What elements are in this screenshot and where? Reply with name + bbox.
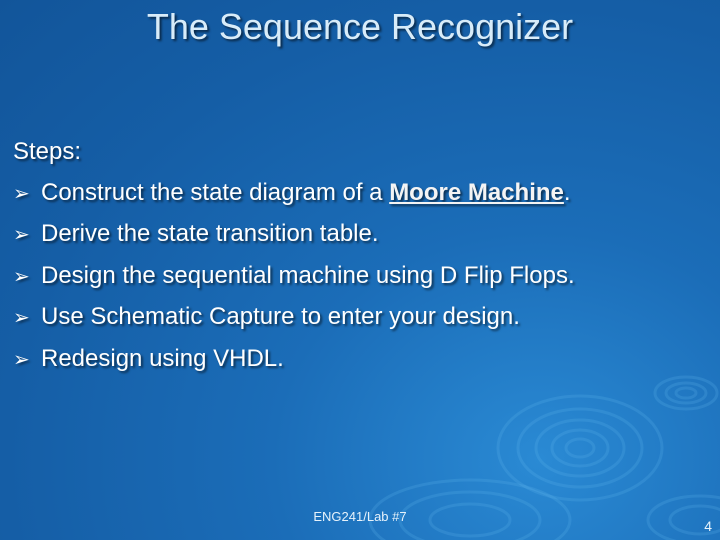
list-item [13,339,713,381]
arrow-bullet-icon: ➢ [13,265,30,288]
list-item [13,214,713,256]
page-number: 4 [704,518,712,534]
steps-heading: Steps: [13,138,82,165]
bullet-text: Redesign using VHDL. [41,344,284,372]
arrow-bullet-icon: ➢ [13,224,30,246]
bullet-text: Derive the state transition table. [41,220,379,247]
list-item [13,173,713,215]
bullet-text: Design the sequential machine using D Flip Flops. [41,261,575,289]
slide-body [13,132,713,380]
slide-footer: ENG241/Lab #7 [313,509,407,524]
list-item [13,297,713,339]
slide-title: The Sequence Recognizer [146,6,574,47]
arrow-bullet-icon: ➢ [13,348,30,371]
bullet-text: Construct the state diagram of a [41,178,390,206]
emphasized-text: Moore Machine [389,178,564,206]
bullet-text: Use Schematic Capture to enter your design. [41,303,520,330]
arrow-bullet-icon: ➢ [13,182,30,205]
bullet-text-end: . [563,178,571,206]
steps-list [13,173,713,381]
list-item [13,256,713,298]
arrow-bullet-icon: ➢ [13,307,30,329]
